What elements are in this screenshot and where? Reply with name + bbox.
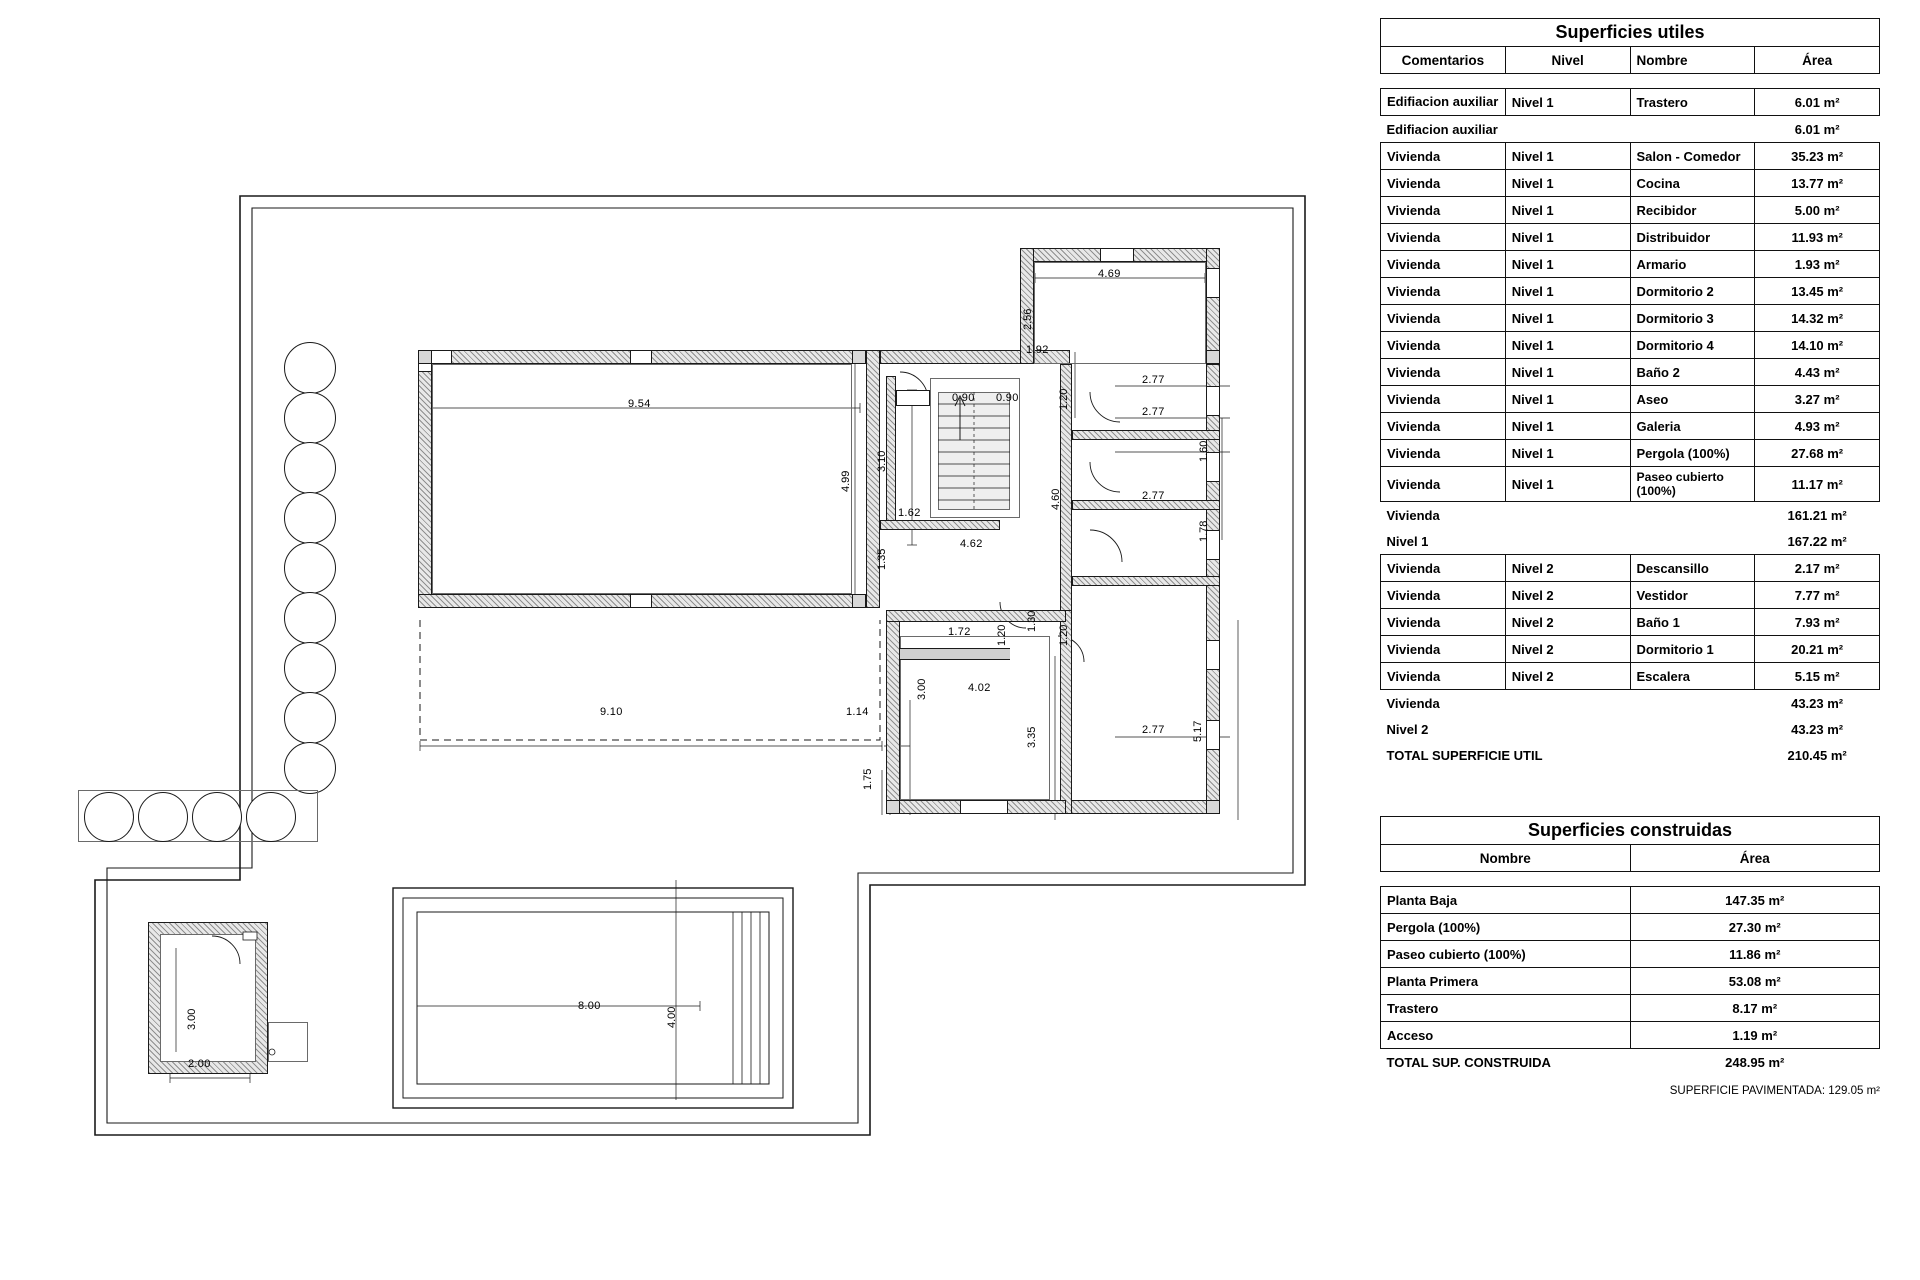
table-row	[1381, 440, 1880, 467]
wall-entry-bottom	[880, 520, 1000, 530]
cell-nivel: Nivel 1	[1505, 332, 1630, 359]
cell-nombre: Acceso	[1381, 1022, 1631, 1049]
th-nombre: Nombre	[1381, 845, 1631, 872]
dim-4-62: 4.62	[960, 538, 983, 550]
table-row	[1381, 143, 1880, 170]
dim-2-77-a: 2.77	[1142, 374, 1165, 386]
cell-nombre: Dormitorio 1	[1630, 636, 1755, 663]
parking-tree-2	[138, 792, 188, 842]
cell-total-area: 248.95 m²	[1725, 1054, 1785, 1070]
parking-tree-1	[84, 792, 134, 842]
wall-bed2-bottom	[1072, 430, 1220, 440]
footnote-superficie-pavimentada: SUPERFICIE PAVIMENTADA: 129.05 m²	[1669, 1085, 1880, 1097]
dim-4-00: 4.00	[666, 1006, 678, 1028]
cell-nombre: Planta Baja	[1381, 887, 1631, 914]
tree-6	[284, 592, 336, 644]
th-comentarios: Comentarios	[1381, 47, 1506, 74]
dim-2-56: 2.56	[1022, 308, 1034, 330]
dim-4-60: 4.60	[1050, 488, 1062, 510]
window-salon-1	[430, 350, 452, 364]
parking-tree-4	[246, 792, 296, 842]
cell-comentario: Vivienda	[1381, 224, 1506, 251]
window-salon-2	[630, 350, 652, 364]
tree-1	[284, 342, 336, 394]
table-row	[1381, 467, 1880, 502]
table-row	[1381, 197, 1880, 224]
cell-area: 11.17 m²	[1755, 467, 1880, 502]
cell-area: 11.93 m²	[1755, 224, 1880, 251]
cell-nivel: Nivel 1	[1505, 359, 1630, 386]
cell-area: 14.10 m²	[1755, 332, 1880, 359]
cell-nombre: Recibidor	[1630, 197, 1755, 224]
cell-nombre: Paseo cubierto (100%)	[1381, 941, 1631, 968]
dim-9-54: 9.54	[628, 398, 651, 410]
cell-subtotal-label: Edifiacion auxiliar	[1381, 116, 1755, 143]
parking-tree-3	[192, 792, 242, 842]
cell-nivel: Nivel 1	[1505, 467, 1630, 502]
cell-subtotal-label: Nivel 2	[1386, 721, 1429, 737]
dim-3-35: 3.35	[1026, 726, 1038, 748]
wall-cocina-right	[1206, 248, 1220, 364]
th-area: Área	[1755, 47, 1880, 74]
table-row	[1381, 413, 1880, 440]
cell-comentario: Vivienda	[1381, 636, 1506, 663]
tree-4	[284, 492, 336, 544]
cell-comentario: Vivienda	[1381, 278, 1506, 305]
cell-comentario: Vivienda	[1381, 359, 1506, 386]
cell-total-label: TOTAL SUP. CONSTRUIDA	[1386, 1054, 1551, 1070]
area-schedule-panel	[1380, 0, 1920, 1280]
cell-nombre: Descansillo	[1630, 555, 1755, 582]
cell-subtotal-label: Vivienda	[1386, 507, 1440, 523]
cell-comentario: Vivienda	[1381, 413, 1506, 440]
table-subtotal-row	[1381, 116, 1880, 143]
table-row	[1381, 224, 1880, 251]
cell-nombre: Dormitorio 2	[1630, 278, 1755, 305]
door-main-entry	[896, 390, 930, 406]
cell-comentario: Vivienda	[1381, 582, 1506, 609]
table-row	[1381, 968, 1880, 995]
cell-comentario: Vivienda	[1381, 170, 1506, 197]
cell-nivel: Nivel 2	[1505, 636, 1630, 663]
cell-area: 13.77 m²	[1755, 170, 1880, 197]
cell-area: 1.19 m²	[1630, 1022, 1880, 1049]
wall-salon-left	[418, 350, 432, 608]
cell-nombre: Pergola (100%)	[1381, 914, 1631, 941]
cell-nivel: Nivel 2	[1505, 582, 1630, 609]
cell-nivel: Nivel 1	[1505, 305, 1630, 332]
dim-4-02: 4.02	[968, 682, 991, 694]
wall-bed4-bottom	[1072, 576, 1220, 586]
table-row	[1381, 1022, 1880, 1049]
dim-8-00: 8.00	[578, 1000, 601, 1012]
cell-subtotal-area: 43.23 m²	[1791, 695, 1844, 711]
column-4	[1206, 350, 1220, 364]
cell-nombre: Trastero	[1630, 89, 1755, 116]
cell-nivel: Nivel 1	[1505, 224, 1630, 251]
table-row	[1381, 941, 1880, 968]
cell-nombre: Dormitorio 3	[1630, 305, 1755, 332]
cell-nombre: Galeria	[1630, 413, 1755, 440]
th-nombre: Nombre	[1630, 47, 1755, 74]
wall-house-bottom-right	[1060, 800, 1220, 814]
cell-nombre: Pergola (100%)	[1630, 440, 1755, 467]
table-row	[1381, 887, 1880, 914]
cell-comentario: Vivienda	[1381, 332, 1506, 359]
window-cocina-top	[1100, 248, 1134, 262]
table-construidas-header-row	[1381, 845, 1880, 872]
table-superficies-construidas	[1380, 816, 1880, 1075]
wall-galeria-top	[886, 610, 1066, 622]
table-subtotal-row	[1381, 528, 1880, 555]
cell-area: 4.43 m²	[1755, 359, 1880, 386]
cell-nombre: Aseo	[1630, 386, 1755, 413]
cell-area: 4.93 m²	[1755, 413, 1880, 440]
dim-1-92: 1.92	[1026, 344, 1049, 356]
cell-subtotal-area: 161.21 m²	[1787, 507, 1847, 523]
dim-2-00-aux: 2.00	[188, 1058, 211, 1070]
dim-3-00-aux: 3.00	[186, 1008, 198, 1030]
dim-9-10: 9.10	[600, 706, 623, 718]
dim-3-10: 3.10	[876, 450, 888, 472]
table-row	[1381, 386, 1880, 413]
dim-0-90-b: 0.90	[996, 392, 1019, 404]
dim-1-60: 1.60	[1198, 440, 1210, 462]
window-salon-3	[630, 594, 652, 608]
dim-1-62: 1.62	[898, 507, 921, 519]
table-row	[1381, 663, 1880, 690]
cell-area: 2.17 m²	[1755, 555, 1880, 582]
tree-9	[284, 742, 336, 794]
cell-nombre: Escalera	[1630, 663, 1755, 690]
cell-area: 1.93 m²	[1755, 251, 1880, 278]
table-subtotal-row	[1381, 716, 1880, 742]
cell-total-label: TOTAL SUPERFICIE UTIL	[1386, 747, 1543, 763]
tree-7	[284, 642, 336, 694]
cell-area: 53.08 m²	[1630, 968, 1880, 995]
table-row	[1381, 636, 1880, 663]
window-cocina-right	[1206, 268, 1220, 298]
table-total-row	[1381, 742, 1880, 768]
cell-nivel: Nivel 1	[1505, 170, 1630, 197]
stair-run	[938, 392, 1010, 510]
cell-nivel: Nivel 1	[1505, 440, 1630, 467]
column-3	[852, 594, 866, 608]
cell-subtotal-label: Nivel 1	[1381, 528, 1755, 555]
dim-3-00-visible: 3.00	[916, 678, 928, 700]
cell-nombre: Baño 2	[1630, 359, 1755, 386]
column-1	[418, 350, 432, 364]
cell-nombre: Planta Primera	[1381, 968, 1631, 995]
cell-area: 27.68 m²	[1755, 440, 1880, 467]
dim-1-30: 1.30	[1026, 610, 1038, 632]
cell-area: 7.77 m²	[1755, 582, 1880, 609]
cell-area: 5.15 m²	[1755, 663, 1880, 690]
tree-3	[284, 442, 336, 494]
cell-nombre: Paseo cubierto (100%)	[1630, 467, 1755, 502]
dim-5-17: 5.17	[1192, 720, 1204, 742]
table-superficies-utiles	[1380, 18, 1880, 768]
cell-nombre: Dormitorio 4	[1630, 332, 1755, 359]
table-row	[1381, 170, 1880, 197]
wall-galeria-left	[886, 610, 900, 814]
table-row	[1381, 914, 1880, 941]
cell-subtotal-area: 167.22 m²	[1755, 528, 1880, 555]
dim-4-69: 4.69	[1098, 268, 1121, 280]
cell-nivel: Nivel 1	[1505, 89, 1630, 116]
dim-1-14: 1.14	[846, 706, 869, 718]
table-row	[1381, 555, 1880, 582]
column-2	[852, 350, 866, 364]
dim-4-99: 4.99	[840, 470, 852, 492]
tree-2	[284, 392, 336, 444]
cell-area: 13.45 m²	[1755, 278, 1880, 305]
cell-area: 27.30 m²	[1630, 914, 1880, 941]
dim-2-77-b: 2.77	[1142, 406, 1165, 418]
cell-comentario: Vivienda	[1381, 305, 1506, 332]
cell-comentario: Vivienda	[1381, 663, 1506, 690]
galeria-inner	[900, 636, 1050, 800]
trastero-annex	[268, 1022, 308, 1062]
table-total-row	[1381, 1049, 1880, 1076]
cell-nombre: Armario	[1630, 251, 1755, 278]
cell-nombre: Salon - Comedor	[1630, 143, 1755, 170]
dim-1-20-a: 1.20	[1058, 388, 1070, 410]
table-utiles-title: Superficies utiles	[1381, 19, 1880, 47]
cell-nivel: Nivel 1	[1505, 251, 1630, 278]
table-row	[1381, 609, 1880, 636]
table-row	[1381, 89, 1880, 116]
cell-nivel: Nivel 1	[1505, 386, 1630, 413]
dim-1-20-c: 1.20	[1058, 624, 1070, 646]
counter-galeria	[900, 648, 1010, 660]
dim-1-35: 1.35	[876, 548, 888, 570]
cell-comentario: Vivienda	[1381, 143, 1506, 170]
cell-nombre: Baño 1	[1630, 609, 1755, 636]
window-bed-lower-2	[1206, 720, 1220, 750]
cell-area: 14.32 m²	[1755, 305, 1880, 332]
dim-1-72: 1.72	[948, 626, 971, 638]
cell-comentario: Edifiacion auxiliar	[1381, 89, 1506, 116]
cell-area: 3.27 m²	[1755, 386, 1880, 413]
cell-nombre: Distribuidor	[1630, 224, 1755, 251]
table-construidas-title: Superficies construidas	[1381, 817, 1880, 845]
table-row	[1381, 251, 1880, 278]
cell-area: 6.01 m²	[1755, 89, 1880, 116]
cell-area: 5.00 m²	[1755, 197, 1880, 224]
dim-1-20-b: 1.20	[996, 624, 1008, 646]
cell-comentario: Vivienda	[1381, 386, 1506, 413]
dim-1-78: 1.78	[1198, 520, 1210, 542]
cell-nombre: Cocina	[1630, 170, 1755, 197]
tree-8	[284, 692, 336, 744]
window-bed-lower	[1206, 640, 1220, 670]
cell-comentario: Vivienda	[1381, 197, 1506, 224]
cell-nivel: Nivel 1	[1505, 413, 1630, 440]
cell-subtotal-area: 6.01 m²	[1755, 116, 1880, 143]
cell-nombre: Trastero	[1381, 995, 1631, 1022]
cell-nombre: Vestidor	[1630, 582, 1755, 609]
column-5	[1206, 800, 1220, 814]
th-area: Área	[1630, 845, 1880, 872]
cell-comentario: Vivienda	[1381, 251, 1506, 278]
cell-subtotal-area: 43.23 m²	[1791, 721, 1844, 737]
cell-nivel: Nivel 2	[1505, 663, 1630, 690]
table-utiles-header-row	[1381, 47, 1880, 74]
cell-area: 147.35 m²	[1630, 887, 1880, 914]
cell-area: 8.17 m²	[1630, 995, 1880, 1022]
dim-0-90-a: 0.90	[952, 392, 975, 404]
cell-nivel: Nivel 1	[1505, 197, 1630, 224]
table-row	[1381, 332, 1880, 359]
dim-2-77-c: 2.77	[1142, 490, 1165, 502]
cell-total-area: 210.45 m²	[1787, 747, 1847, 763]
dim-2-77-d: 2.77	[1142, 724, 1165, 736]
trastero-inner	[160, 934, 256, 1062]
cell-nivel: Nivel 1	[1505, 278, 1630, 305]
cell-comentario: Vivienda	[1381, 609, 1506, 636]
table-row	[1381, 995, 1880, 1022]
cell-area: 20.21 m²	[1755, 636, 1880, 663]
cell-nivel: Nivel 1	[1505, 143, 1630, 170]
cell-subtotal-label: Vivienda	[1386, 695, 1440, 711]
cell-comentario: Vivienda	[1381, 467, 1506, 502]
table-row	[1381, 305, 1880, 332]
cell-comentario: Vivienda	[1381, 440, 1506, 467]
window-bed2	[1206, 386, 1220, 416]
table-row	[1381, 278, 1880, 305]
th-nivel: Nivel	[1505, 47, 1630, 74]
cell-area: 35.23 m²	[1755, 143, 1880, 170]
table-subtotal-row	[1381, 502, 1880, 529]
cell-area: 7.93 m²	[1755, 609, 1880, 636]
table-row	[1381, 359, 1880, 386]
cell-comentario: Vivienda	[1381, 555, 1506, 582]
dim-1-75: 1.75	[862, 768, 874, 790]
cell-area: 11.86 m²	[1630, 941, 1880, 968]
tree-5	[284, 542, 336, 594]
table-row	[1381, 582, 1880, 609]
cell-nivel: Nivel 2	[1505, 609, 1630, 636]
cell-nivel: Nivel 2	[1505, 555, 1630, 582]
window-galeria-bottom	[960, 800, 1008, 814]
column-6	[886, 800, 900, 814]
table-subtotal-row	[1381, 690, 1880, 717]
